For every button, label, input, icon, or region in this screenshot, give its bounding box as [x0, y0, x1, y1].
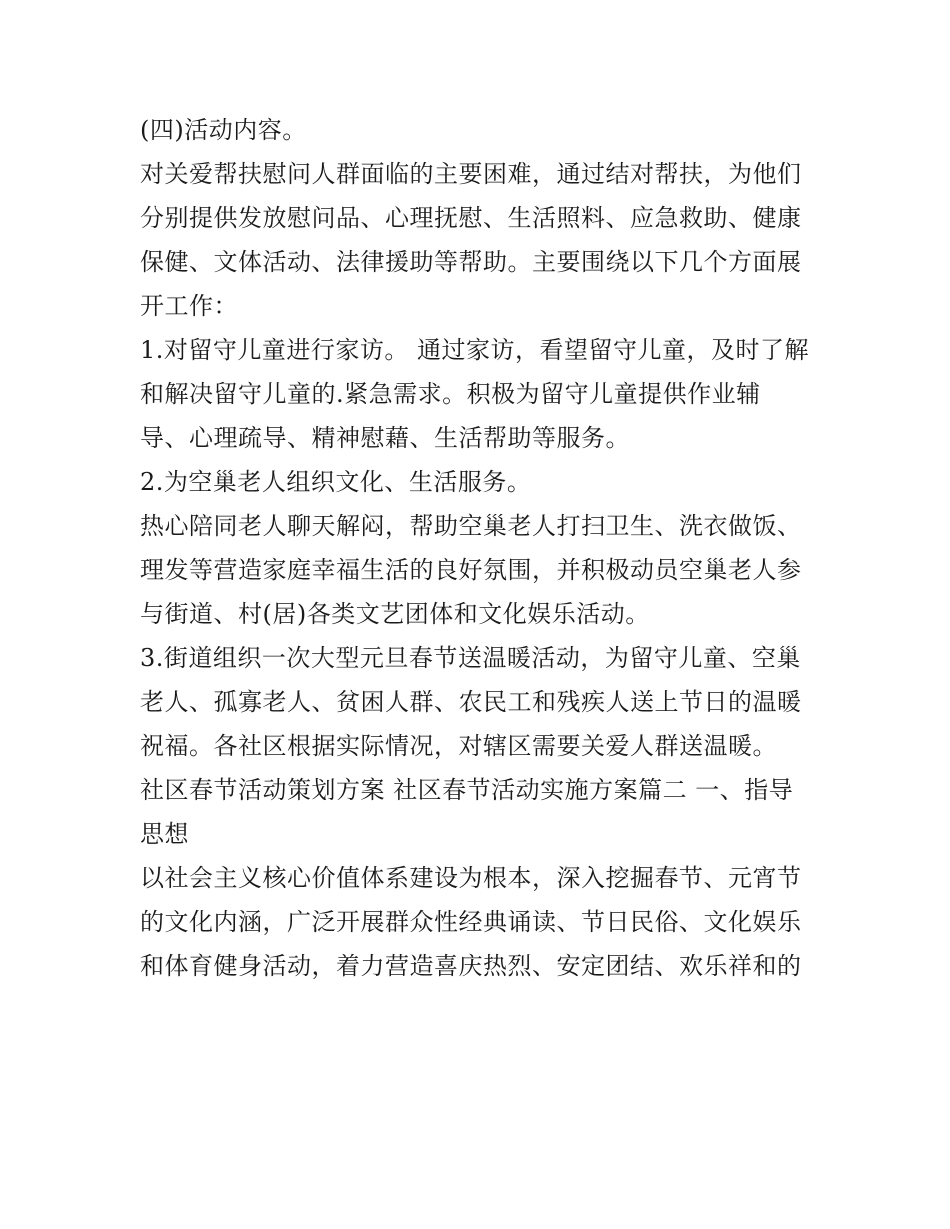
text-line: 老人、孤寡老人、贫困人群、农民工和残疾人送上节日的温暖 — [140, 688, 802, 716]
list-item-2-line: 2.为空巢老人组织文化、生活服务。 — [140, 468, 532, 496]
list-item-3-line: 3.街道组织一次大型元旦春节送温暖活动，为留守儿童、空巢 — [140, 644, 801, 672]
list-item-1-line: 1.对留守儿童进行家访。 通过家访，看望留守儿童，及时了解 — [140, 336, 810, 364]
text-line: 开工作： — [140, 292, 238, 320]
text-line: 以社会主义核心价值体系建设为根本，深入挖掘春节、元宵节 — [140, 864, 802, 892]
section-title-line: 思想 — [140, 820, 189, 848]
text-line: 导、心理疏导、精神慰藉、生活帮助等服务。 — [140, 424, 630, 452]
text-line: 对关爱帮扶慰问人群面临的主要困难，通过结对帮扶，为他们 — [140, 160, 802, 188]
document-body — [140, 108, 820, 988]
text-line: 和解决留守儿童的.紧急需求。积极为留守儿童提供作业辅 — [140, 380, 761, 408]
text-line: 的文化内涵，广泛开展群众性经典诵读、节日民俗、文化娱乐 — [140, 908, 802, 936]
text-line: 理发等营造家庭幸福生活的良好氛围，并积极动员空巢老人参 — [140, 556, 802, 584]
text-line: 祝福。各社区根据实际情况，对辖区需要关爱人群送温暖。 — [140, 732, 777, 760]
text-line: 和体育健身活动，着力营造喜庆热烈、安定团结、欢乐祥和的 — [140, 952, 802, 980]
text-line: 与街道、村(居)各类文艺团体和文化娱乐活动。 — [140, 600, 650, 628]
section-heading: (四)活动内容。 — [140, 116, 307, 144]
text-line: 保健、文体活动、法律援助等帮助。主要围绕以下几个方面展 — [140, 248, 802, 276]
section-title-line: 社区春节活动策划方案 社区春节活动实施方案篇二 一、指导 — [140, 776, 794, 804]
text-line: 分别提供发放慰问品、心理抚慰、生活照料、应急救助、健康 — [140, 204, 802, 232]
text-line: 热心陪同老人聊天解闷，帮助空巢老人打扫卫生、洗衣做饭、 — [140, 512, 802, 540]
